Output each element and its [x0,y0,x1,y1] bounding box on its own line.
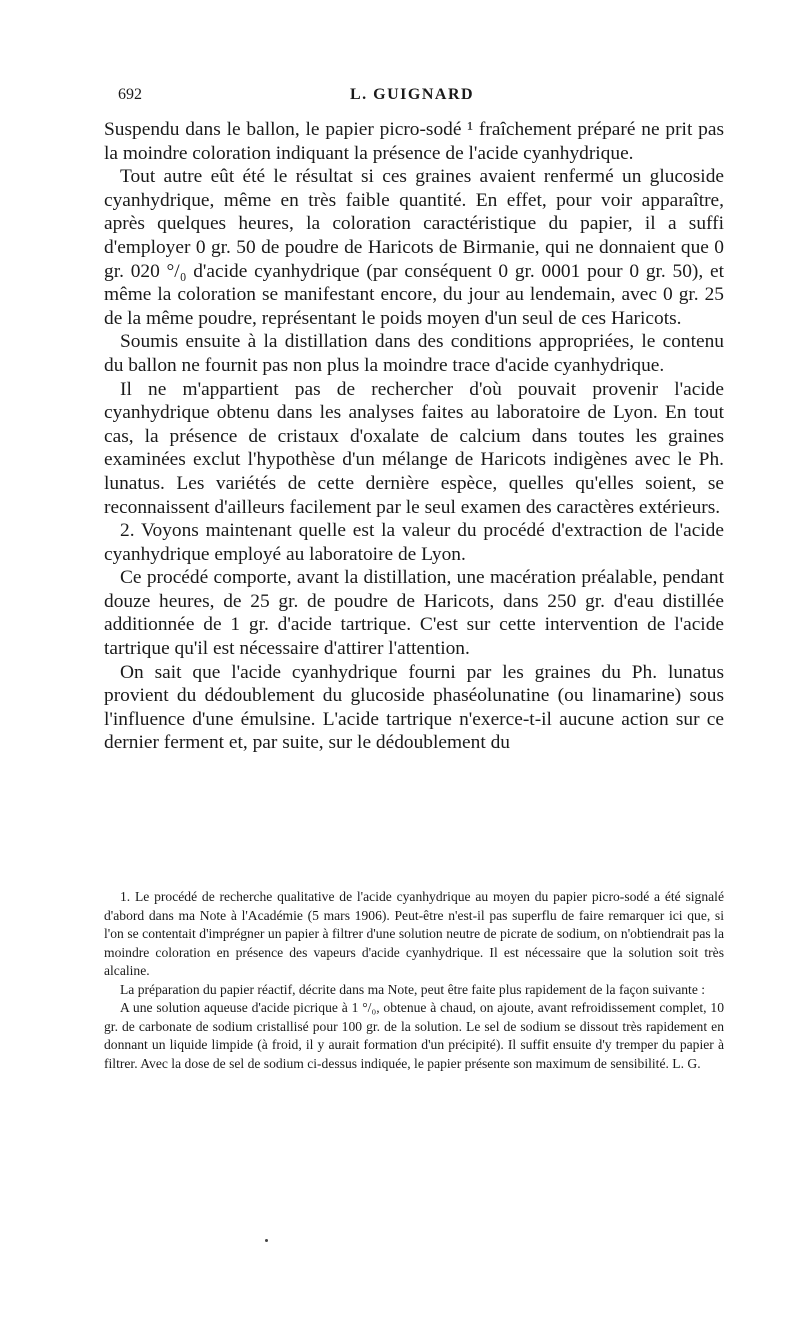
footnote: A une solution aqueuse d'acide picrique à 1 °/₀, obtenue à chaud, on ajoute, avant refroidissement complet, 10 gr. de carbonate de sodium cristallisé pour 100 gr. de la solution. Le sel de sodium se dissout très rapidement en donnant un liquide limpide (à froid, il y aurait formation d'un précipité). Il suffit ensuite d'y tremper du papier à filtrer. Avec la dose de sel de sodium ci-dessus indiquée, le papier présente son maximum de sensibilité. L. G. [104,1000,724,1071]
paragraph: Soumis ensuite à la distillation dans des conditions appropriées, le contenu du ballon ne fournit pas non plus la moindre trace d'acide cyanhydrique. [104,331,724,376]
paragraph: Tout autre eût été le résultat si ces graines avaient renfermé un glucoside cyanhydrique, même en très faible quantité. En effet, pour voir apparaître, après quelques heures, la coloration caractéristique du papier, il a suffi d'employer 0 gr. 50 de poudre de Haricots de Birmanie, qui ne donnaient que 0 gr. 020 °/₀ d'acide cyanhydrique (par conséquent 0 gr. 0001 pour 0 gr. 50), et même la coloration se manifestant encore, du jour au lendemain, avec 0 gr. 25 de la même poudre, représentant le poids moyen d'un seul de ces Haricots. [104,166,724,329]
page-number: 692 [118,86,142,103]
running-head-author: L. GUIGNARD [350,86,475,103]
paragraph: Il ne m'appartient pas de rechercher d'où pouvait provenir l'acide cyanhydrique obtenu dans les analyses faites au laboratoire de Lyon. En tout cas, la présence de cristaux d'oxalate de calcium dans toutes les graines examinées exclut l'hypothèse d'un mélange de Haricots indigènes avec le Ph. lunatus. Les variétés de cette dernière espèce, quelles qu'elles soient, se reconnaissent d'ailleurs facilement par le seul examen des caractères extérieurs. [104,378,724,518]
body-text [104,118,724,755]
footnote: 1. Le procédé de recherche qualitative de l'acide cyanhydrique au moyen du papier picro-sodé a été signalé d'abord dans ma Note à l'Académie (5 mars 1906). Peut-être n'est-il pas superflu de faire remarquer ici que, si l'on se contentait d'imprégner un papier à filtrer d'une solution neutre de picrate de sodium, on n'obtiendrait pas la moindre coloration en présence des vapeurs d'acide cyanhydrique. Il est nécessaire que la solution soit très alcaline. [104,889,724,978]
paragraph: Ce procédé comporte, avant la distillation, une macération préalable, pendant douze heures, de 25 gr. de poudre de Haricots, dans 250 gr. d'eau distillée additionnée de 1 gr. d'acide tartrique. C'est sur cette intervention de l'acide tartrique qu'il est nécessaire d'attirer l'attention. [104,567,724,660]
footnotes [104,888,724,1073]
paragraph: Suspendu dans le ballon, le papier picro-sodé ¹ fraîchement préparé ne prit pas la moindre coloration indiquant la présence de l'acide cyanhydrique. [104,119,724,164]
paragraph: On sait que l'acide cyanhydrique fourni par les graines du Ph. lunatus provient du dédoublement du glucoside phaséolunatine (ou linamarine) sous l'influence d'une émulsine. L'acide tartrique n'exerce-t-il aucune action sur ce dernier ferment et, par suite, sur le dédoublement du [104,661,724,754]
paragraph: 2. Voyons maintenant quelle est la valeur du procédé d'extraction de l'acide cyanhydrique employé au laboratoire de Lyon. [104,520,724,565]
page-mark-dot [265,1239,268,1242]
footnote: La préparation du papier réactif, décrite dans ma Note, peut être faite plus rapidement de la façon suivante : [120,981,706,997]
running-header [118,86,722,108]
